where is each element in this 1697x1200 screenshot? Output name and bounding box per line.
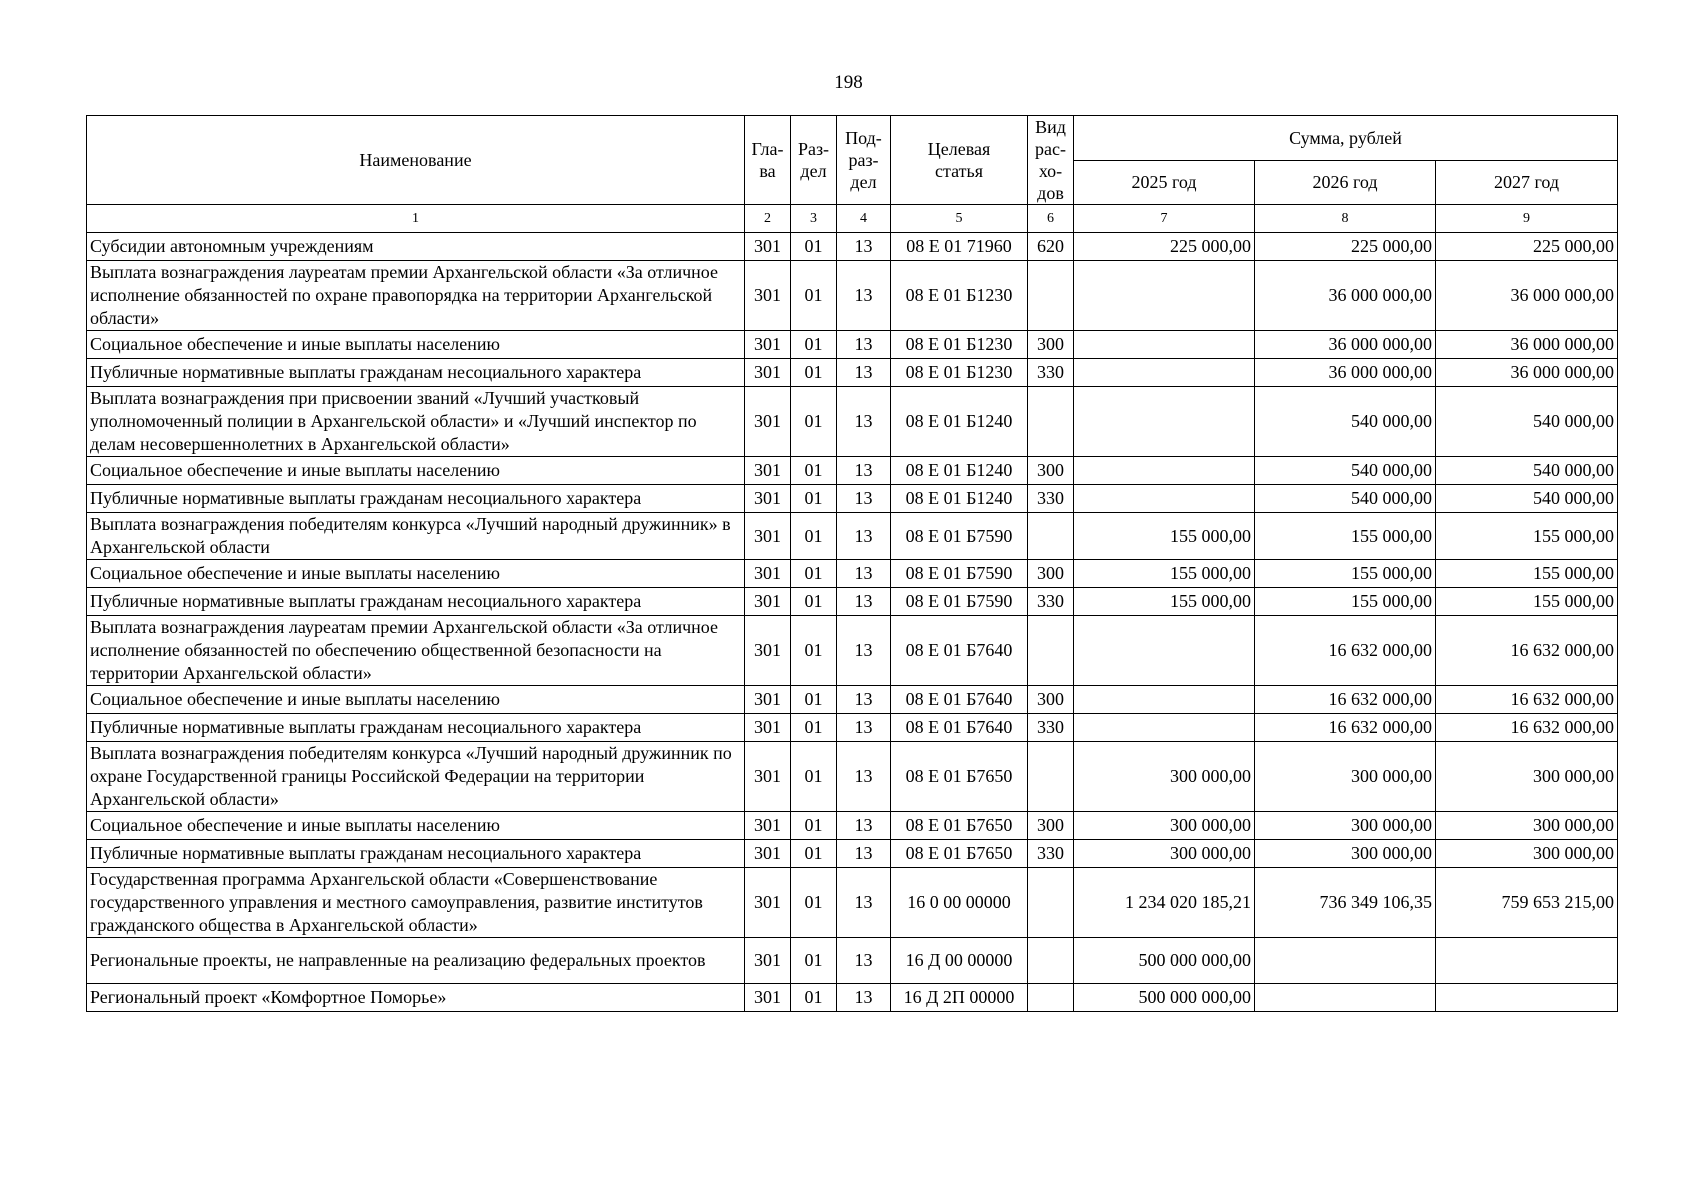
cell-vid-rashodov [1028,387,1074,457]
cell-razdel: 01 [791,840,837,868]
cell-name: Выплата вознаграждения победителям конкурса «Лучший народный дружинник» в Архангельской области [87,513,745,560]
cell-podrazdel: 13 [837,868,891,938]
cell-razdel: 01 [791,868,837,938]
cell-sum-2026: 540 000,00 [1255,485,1436,513]
cell-razdel: 01 [791,387,837,457]
cell-sum-2026: 736 349 106,35 [1255,868,1436,938]
cell-vid-rashodov: 300 [1028,331,1074,359]
column-index-row [87,205,1618,233]
table-row [87,868,1618,938]
cell-podrazdel: 13 [837,840,891,868]
cell-sum-2026: 155 000,00 [1255,560,1436,588]
cell-sum-2025 [1074,359,1255,387]
cell-glava: 301 [745,457,791,485]
cell-sum-2025: 155 000,00 [1074,588,1255,616]
cell-vid-rashodov [1028,616,1074,686]
cell-vid-rashodov: 300 [1028,457,1074,485]
cell-vid-rashodov: 300 [1028,686,1074,714]
cell-glava: 301 [745,714,791,742]
cell-sum-2027: 759 653 215,00 [1436,868,1618,938]
cell-vid-rashodov: 330 [1028,714,1074,742]
cell-sum-2026: 16 632 000,00 [1255,714,1436,742]
column-index: 3 [791,205,837,233]
cell-celevaya-statya: 08 Е 01 Б7640 [891,686,1028,714]
cell-sum-2027: 36 000 000,00 [1436,359,1618,387]
table-row [87,714,1618,742]
column-index: 4 [837,205,891,233]
cell-name: Социальное обеспечение и иные выплаты населению [87,812,745,840]
cell-sum-2027: 16 632 000,00 [1436,686,1618,714]
cell-razdel: 01 [791,457,837,485]
cell-razdel: 01 [791,513,837,560]
cell-celevaya-statya: 08 Е 01 Б7590 [891,588,1028,616]
cell-sum-2025: 300 000,00 [1074,812,1255,840]
cell-celevaya-statya: 08 Е 01 Б7590 [891,513,1028,560]
cell-celevaya-statya: 08 Е 01 Б7650 [891,840,1028,868]
cell-sum-2025: 225 000,00 [1074,233,1255,261]
cell-celevaya-statya: 16 Д 00 00000 [891,938,1028,984]
cell-sum-2026: 16 632 000,00 [1255,686,1436,714]
header-glava: Гла- ва [745,116,791,205]
table-row [87,331,1618,359]
cell-vid-rashodov: 300 [1028,560,1074,588]
cell-razdel: 01 [791,261,837,331]
cell-name: Региональный проект «Комфортное Поморье» [87,984,745,1012]
cell-vid-rashodov [1028,938,1074,984]
cell-glava: 301 [745,984,791,1012]
cell-glava: 301 [745,261,791,331]
table-row [87,233,1618,261]
cell-razdel: 01 [791,714,837,742]
column-index: 9 [1436,205,1618,233]
cell-sum-2027: 540 000,00 [1436,387,1618,457]
cell-podrazdel: 13 [837,812,891,840]
column-index: 2 [745,205,791,233]
cell-vid-rashodov: 330 [1028,485,1074,513]
cell-celevaya-statya: 08 Е 01 71960 [891,233,1028,261]
cell-sum-2027: 16 632 000,00 [1436,714,1618,742]
cell-celevaya-statya: 08 Е 01 Б7590 [891,560,1028,588]
cell-name: Социальное обеспечение и иные выплаты населению [87,457,745,485]
cell-podrazdel: 13 [837,560,891,588]
table-row [87,457,1618,485]
cell-vid-rashodov [1028,261,1074,331]
cell-sum-2026: 540 000,00 [1255,387,1436,457]
cell-celevaya-statya: 08 Е 01 Б1240 [891,457,1028,485]
cell-sum-2027: 36 000 000,00 [1436,331,1618,359]
cell-sum-2027: 300 000,00 [1436,742,1618,812]
budget-table [86,115,1618,1012]
cell-celevaya-statya: 08 Е 01 Б7650 [891,812,1028,840]
cell-glava: 301 [745,331,791,359]
cell-razdel: 01 [791,485,837,513]
cell-sum-2025: 155 000,00 [1074,560,1255,588]
cell-podrazdel: 13 [837,261,891,331]
cell-sum-2027: 540 000,00 [1436,457,1618,485]
cell-sum-2025 [1074,387,1255,457]
cell-celevaya-statya: 08 Е 01 Б7640 [891,714,1028,742]
cell-vid-rashodov [1028,513,1074,560]
cell-sum-2025 [1074,331,1255,359]
cell-sum-2025: 1 234 020 185,21 [1074,868,1255,938]
cell-sum-2026: 300 000,00 [1255,840,1436,868]
cell-sum-2026: 300 000,00 [1255,742,1436,812]
cell-vid-rashodov: 620 [1028,233,1074,261]
cell-sum-2026 [1255,984,1436,1012]
header-name: Наименование [87,116,745,205]
cell-podrazdel: 13 [837,513,891,560]
cell-vid-rashodov: 300 [1028,812,1074,840]
cell-podrazdel: 13 [837,714,891,742]
cell-podrazdel: 13 [837,984,891,1012]
cell-sum-2025: 300 000,00 [1074,840,1255,868]
cell-sum-2026: 16 632 000,00 [1255,616,1436,686]
cell-name: Выплата вознаграждения при присвоении званий «Лучший участковый уполномоченный полиции в Архангельской области» и «Лучший инспектор по делам несовершеннолетних в Архангельской области» [87,387,745,457]
cell-name: Государственная программа Архангельской области «Совершенствование государственного управления и местного самоуправления, развитие институтов гражданского общества в Архангельской области» [87,868,745,938]
cell-glava: 301 [745,359,791,387]
cell-podrazdel: 13 [837,387,891,457]
cell-podrazdel: 13 [837,233,891,261]
cell-glava: 301 [745,616,791,686]
cell-vid-rashodov: 330 [1028,359,1074,387]
cell-name: Публичные нормативные выплаты гражданам несоциального характера [87,588,745,616]
table-row [87,387,1618,457]
table-row [87,616,1618,686]
cell-glava: 301 [745,560,791,588]
cell-razdel: 01 [791,616,837,686]
cell-glava: 301 [745,686,791,714]
cell-name: Региональные проекты, не направленные на реализацию федеральных проектов [87,938,745,984]
cell-razdel: 01 [791,812,837,840]
cell-sum-2025 [1074,714,1255,742]
cell-celevaya-statya: 16 Д 2П 00000 [891,984,1028,1012]
cell-name: Социальное обеспечение и иные выплаты населению [87,686,745,714]
cell-razdel: 01 [791,560,837,588]
header-year-2025: 2025 год [1074,160,1255,205]
cell-sum-2025: 500 000 000,00 [1074,938,1255,984]
cell-sum-2026: 155 000,00 [1255,513,1436,560]
cell-razdel: 01 [791,359,837,387]
cell-sum-2026: 540 000,00 [1255,457,1436,485]
column-index: 1 [87,205,745,233]
cell-sum-2027: 300 000,00 [1436,840,1618,868]
cell-razdel: 01 [791,984,837,1012]
cell-celevaya-statya: 08 Е 01 Б1240 [891,485,1028,513]
header-vid-rashodov: Вид рас- хо- дов [1028,116,1074,205]
cell-sum-2027: 155 000,00 [1436,513,1618,560]
cell-podrazdel: 13 [837,938,891,984]
cell-sum-2025: 500 000 000,00 [1074,984,1255,1012]
cell-sum-2025: 155 000,00 [1074,513,1255,560]
cell-glava: 301 [745,387,791,457]
cell-vid-rashodov: 330 [1028,840,1074,868]
cell-sum-2025 [1074,457,1255,485]
cell-sum-2027: 155 000,00 [1436,588,1618,616]
cell-sum-2027: 155 000,00 [1436,560,1618,588]
cell-sum-2025 [1074,261,1255,331]
cell-glava: 301 [745,812,791,840]
cell-name: Выплата вознаграждения победителям конкурса «Лучший народный дружинник по охране Государственной границы Российской Федерации на территории Архангельской области» [87,742,745,812]
table-row [87,485,1618,513]
cell-celevaya-statya: 16 0 00 00000 [891,868,1028,938]
cell-celevaya-statya: 08 Е 01 Б7640 [891,616,1028,686]
cell-sum-2027 [1436,938,1618,984]
cell-vid-rashodov: 330 [1028,588,1074,616]
cell-sum-2027 [1436,984,1618,1012]
header-summa: Сумма, рублей [1074,116,1618,161]
table-header [87,116,1618,233]
cell-name: Субсидии автономным учреждениям [87,233,745,261]
cell-name: Публичные нормативные выплаты гражданам несоциального характера [87,714,745,742]
column-index: 5 [891,205,1028,233]
cell-glava: 301 [745,513,791,560]
cell-razdel: 01 [791,233,837,261]
header-year-2027: 2027 год [1436,160,1618,205]
cell-sum-2025 [1074,485,1255,513]
column-index: 6 [1028,205,1074,233]
cell-razdel: 01 [791,331,837,359]
cell-podrazdel: 13 [837,359,891,387]
cell-celevaya-statya: 08 Е 01 Б1230 [891,359,1028,387]
cell-podrazdel: 13 [837,616,891,686]
cell-podrazdel: 13 [837,742,891,812]
column-index: 8 [1255,205,1436,233]
cell-glava: 301 [745,840,791,868]
cell-sum-2026: 155 000,00 [1255,588,1436,616]
cell-name: Социальное обеспечение и иные выплаты населению [87,331,745,359]
table-row [87,359,1618,387]
cell-sum-2026: 225 000,00 [1255,233,1436,261]
cell-sum-2027: 540 000,00 [1436,485,1618,513]
column-index: 7 [1074,205,1255,233]
cell-glava: 301 [745,588,791,616]
table-row [87,742,1618,812]
header-year-2026: 2026 год [1255,160,1436,205]
header-razdel: Раз- дел [791,116,837,205]
cell-name: Выплата вознаграждения лауреатам премии Архангельской области «За отличное исполнение обязанностей по охране правопорядка на территории Архангельской области» [87,261,745,331]
cell-name: Публичные нормативные выплаты гражданам несоциального характера [87,485,745,513]
header-celevaya-statya: Целевая статья [891,116,1028,205]
table-row [87,812,1618,840]
cell-name: Публичные нормативные выплаты гражданам несоциального характера [87,359,745,387]
cell-podrazdel: 13 [837,686,891,714]
cell-sum-2027: 300 000,00 [1436,812,1618,840]
table-row [87,560,1618,588]
cell-podrazdel: 13 [837,485,891,513]
cell-podrazdel: 13 [837,331,891,359]
cell-glava: 301 [745,233,791,261]
cell-celevaya-statya: 08 Е 01 Б1240 [891,387,1028,457]
cell-vid-rashodov [1028,868,1074,938]
cell-glava: 301 [745,868,791,938]
table-row [87,513,1618,560]
cell-celevaya-statya: 08 Е 01 Б1230 [891,261,1028,331]
cell-name: Публичные нормативные выплаты гражданам несоциального характера [87,840,745,868]
cell-sum-2026: 36 000 000,00 [1255,359,1436,387]
cell-vid-rashodov [1028,742,1074,812]
cell-celevaya-statya: 08 Е 01 Б1230 [891,331,1028,359]
cell-name: Социальное обеспечение и иные выплаты населению [87,560,745,588]
cell-razdel: 01 [791,742,837,812]
cell-sum-2025 [1074,616,1255,686]
table-row [87,686,1618,714]
cell-sum-2026 [1255,938,1436,984]
table-row [87,938,1618,984]
cell-glava: 301 [745,938,791,984]
cell-sum-2027: 16 632 000,00 [1436,616,1618,686]
cell-sum-2027: 225 000,00 [1436,233,1618,261]
cell-sum-2026: 300 000,00 [1255,812,1436,840]
cell-sum-2027: 36 000 000,00 [1436,261,1618,331]
cell-name: Выплата вознаграждения лауреатам премии Архангельской области «За отличное исполнение обязанностей по обеспечению общественной безопасности на территории Архангельской области» [87,616,745,686]
cell-vid-rashodov [1028,984,1074,1012]
table-row [87,261,1618,331]
cell-glava: 301 [745,742,791,812]
page-number: 198 [834,72,863,93]
cell-sum-2026: 36 000 000,00 [1255,261,1436,331]
cell-sum-2025: 300 000,00 [1074,742,1255,812]
cell-razdel: 01 [791,588,837,616]
cell-razdel: 01 [791,686,837,714]
cell-podrazdel: 13 [837,588,891,616]
cell-glava: 301 [745,485,791,513]
table-row [87,984,1618,1012]
cell-celevaya-statya: 08 Е 01 Б7650 [891,742,1028,812]
table-body [87,233,1618,1012]
cell-podrazdel: 13 [837,457,891,485]
table-row [87,840,1618,868]
cell-razdel: 01 [791,938,837,984]
table-row [87,588,1618,616]
cell-sum-2025 [1074,686,1255,714]
header-podrazdel: Под- раз- дел [837,116,891,205]
cell-sum-2026: 36 000 000,00 [1255,331,1436,359]
